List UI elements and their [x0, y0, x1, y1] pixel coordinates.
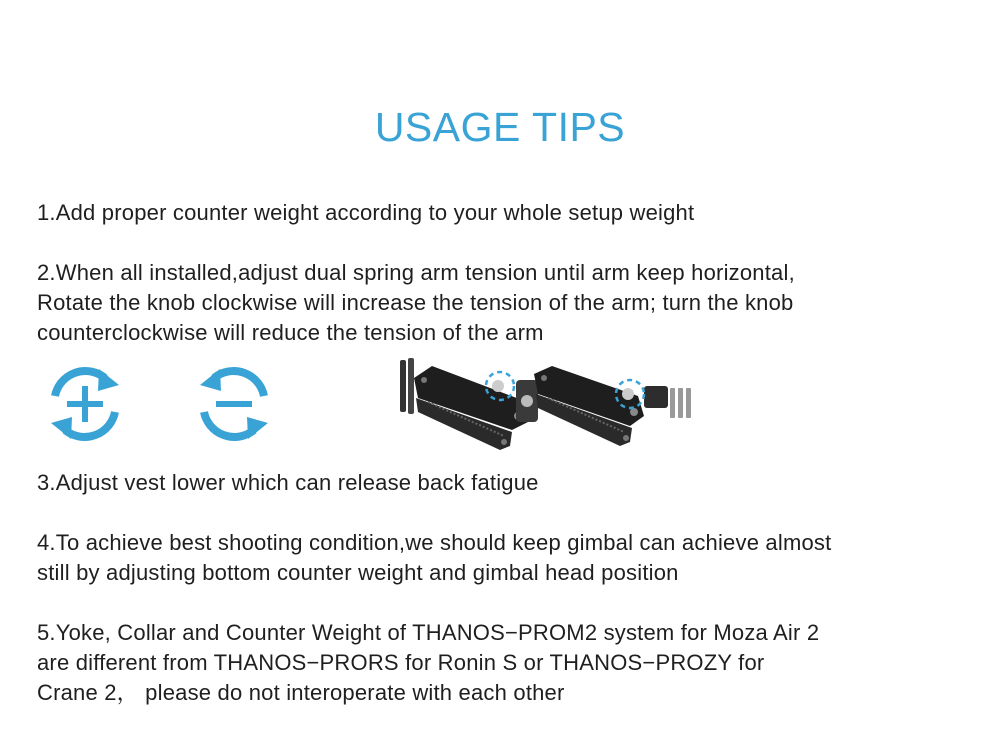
tip-2-line: counterclockwise will reduce the tension of the arm	[37, 320, 544, 345]
tip-5-line: Crane 2， please do not interoperate with each other	[37, 680, 565, 705]
tip-5	[37, 618, 967, 708]
tip-2-line: Rotate the knob clockwise will increase the tension of the arm; turn the knob	[37, 290, 794, 315]
tip-3-line: 3.Adjust vest lower which can release back fatigue	[37, 470, 539, 495]
tip-3	[37, 468, 967, 498]
counterclockwise-minus-icon	[192, 362, 276, 446]
spring-arm-image	[388, 350, 700, 466]
tip-5-line: 5.Yoke, Collar and Counter Weight of THANOS−PROM2 system for Moza Air 2	[37, 620, 820, 645]
clockwise-plus-icon	[43, 362, 127, 446]
tip-5-line: are different from THANOS−PRORS for Ronin S or THANOS−PROZY for	[37, 650, 765, 675]
tip-4	[37, 528, 967, 588]
tip-1	[37, 198, 967, 228]
tip-4-line: 4.To achieve best shooting condition,we should keep gimbal can achieve almost	[37, 530, 832, 555]
page-title: USAGE TIPS	[374, 104, 626, 150]
tip-2	[37, 258, 967, 348]
tip-4-line: still by adjusting bottom counter weight and gimbal head position	[37, 560, 679, 585]
tip-1-line: 1.Add proper counter weight according to your whole setup weight	[37, 200, 695, 225]
tip-2-line: 2.When all installed,adjust dual spring arm tension until arm keep horizontal,	[37, 260, 795, 285]
